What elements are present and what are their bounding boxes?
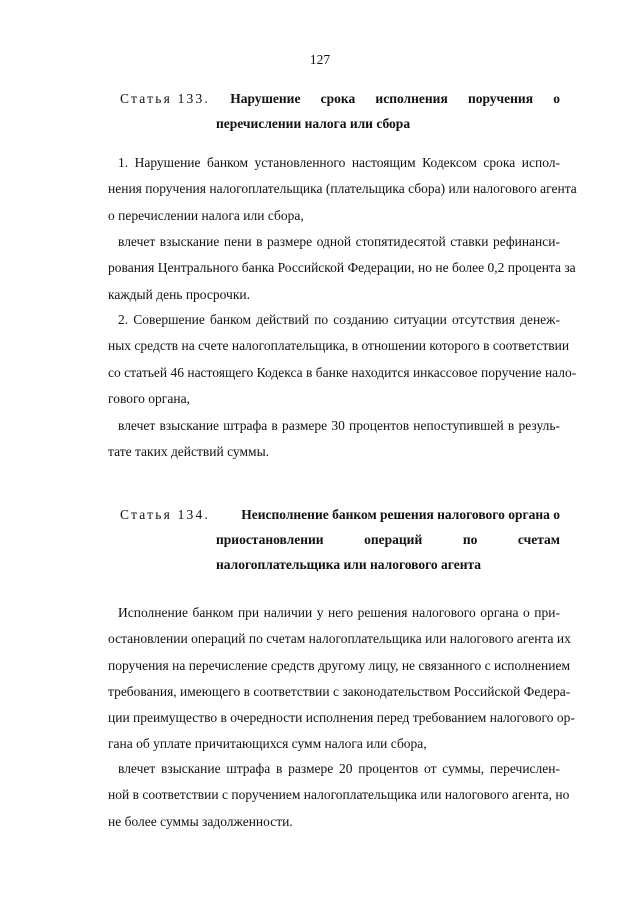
- text-line: гана об уплате причитающихся сумм налога или сбора,: [108, 736, 427, 752]
- article-134-title-line-1: Неисполнение банком решения налогового органа о: [241, 507, 560, 522]
- article-133-label: Статья 133.: [120, 91, 210, 106]
- text-line: о перечислении налога или сбора,: [108, 207, 304, 223]
- article-134-paragraph-2: [108, 756, 570, 835]
- text-line: Исполнение банком при наличии у него решения налогового органа о при-: [118, 605, 560, 620]
- article-133-paragraph-1: [108, 150, 577, 229]
- text-line: ных средств на счете налогоплательщика, в отношении которого в соответствии: [108, 338, 570, 354]
- article-133-title-word: о: [553, 91, 560, 106]
- article-134-paragraph-1: [108, 600, 575, 758]
- article-134-heading-line-1: [120, 502, 560, 527]
- article-133-paragraph-2: [108, 229, 576, 308]
- article-133-paragraph-4: [108, 413, 560, 466]
- text-line: каждый день просрочки.: [108, 286, 250, 302]
- text-line: влечет взыскание пени в размере одной стопятидесятой ставки рефинанси-: [118, 234, 560, 249]
- article-133-paragraph-3: [108, 307, 577, 412]
- text-line: 1. Нарушение банком установленного настоящим Кодексом срока испол-: [118, 155, 560, 170]
- article-134-label: Статья 134.: [120, 507, 210, 522]
- article-134-title-word: по: [462, 532, 478, 547]
- article-133-heading-line-1: [120, 86, 560, 111]
- text-line: не более суммы задолженности.: [108, 813, 293, 829]
- text-line: поручения на перечисление средств другому лицу, не связанного с исполнением: [108, 657, 570, 673]
- article-133-heading: [120, 86, 560, 136]
- text-line: гового органа,: [108, 390, 190, 406]
- text-line: 2. Совершение банком действий по созданию ситуации отсутствия денеж-: [118, 312, 560, 327]
- article-133-title-word: Нарушение: [230, 91, 301, 106]
- text-line: ной в соответствии с поручением налогоплательщика или налогового агента, но: [108, 787, 570, 803]
- article-134-title-word: счетам: [517, 532, 560, 547]
- article-134-title-word: операций: [364, 532, 423, 547]
- article-133-title-word: поручения: [467, 91, 534, 106]
- article-133-heading-line-2: [120, 111, 560, 136]
- article-134-heading: [120, 502, 560, 577]
- article-134-title-word: приостановлении: [216, 532, 324, 547]
- text-line: нения поручения налогоплательщика (плательщика сбора) или налогового агента: [108, 181, 577, 197]
- article-133-title-line-2: перечислении налога или сбора: [216, 116, 411, 131]
- article-133-title-word: исполнения: [375, 91, 448, 106]
- text-line: влечет взыскание штрафа в размере 30 процентов непоступившей в резуль-: [118, 418, 560, 433]
- article-134-title-line-3: налогоплательщика или налогового агента: [216, 557, 482, 572]
- text-line: ции преимущество в очередности исполнения перед требованием налогового ор-: [108, 710, 575, 726]
- text-line: тате таких действий суммы.: [108, 444, 270, 460]
- article-133-title-word: срока: [320, 91, 356, 106]
- text-line: со статьей 46 настоящего Кодекса в банке находится инкассовое поручение нало-: [108, 364, 577, 380]
- article-134-heading-line-2: [120, 527, 560, 552]
- text-line: рования Центрального банка Российской Федерации, но не более 0,2 процента за: [108, 260, 576, 276]
- text-line: влечет взыскание штрафа в размере 20 процентов от суммы, перечислен-: [118, 761, 560, 776]
- article-134-heading-line-3: [120, 552, 560, 577]
- page-number: 127: [309, 52, 331, 67]
- text-line: требования, имеющего в соответствии с законодательством Российской Федера-: [108, 683, 571, 699]
- text-line: остановлении операций по счетам налогоплательщика или налогового агента их: [108, 631, 571, 647]
